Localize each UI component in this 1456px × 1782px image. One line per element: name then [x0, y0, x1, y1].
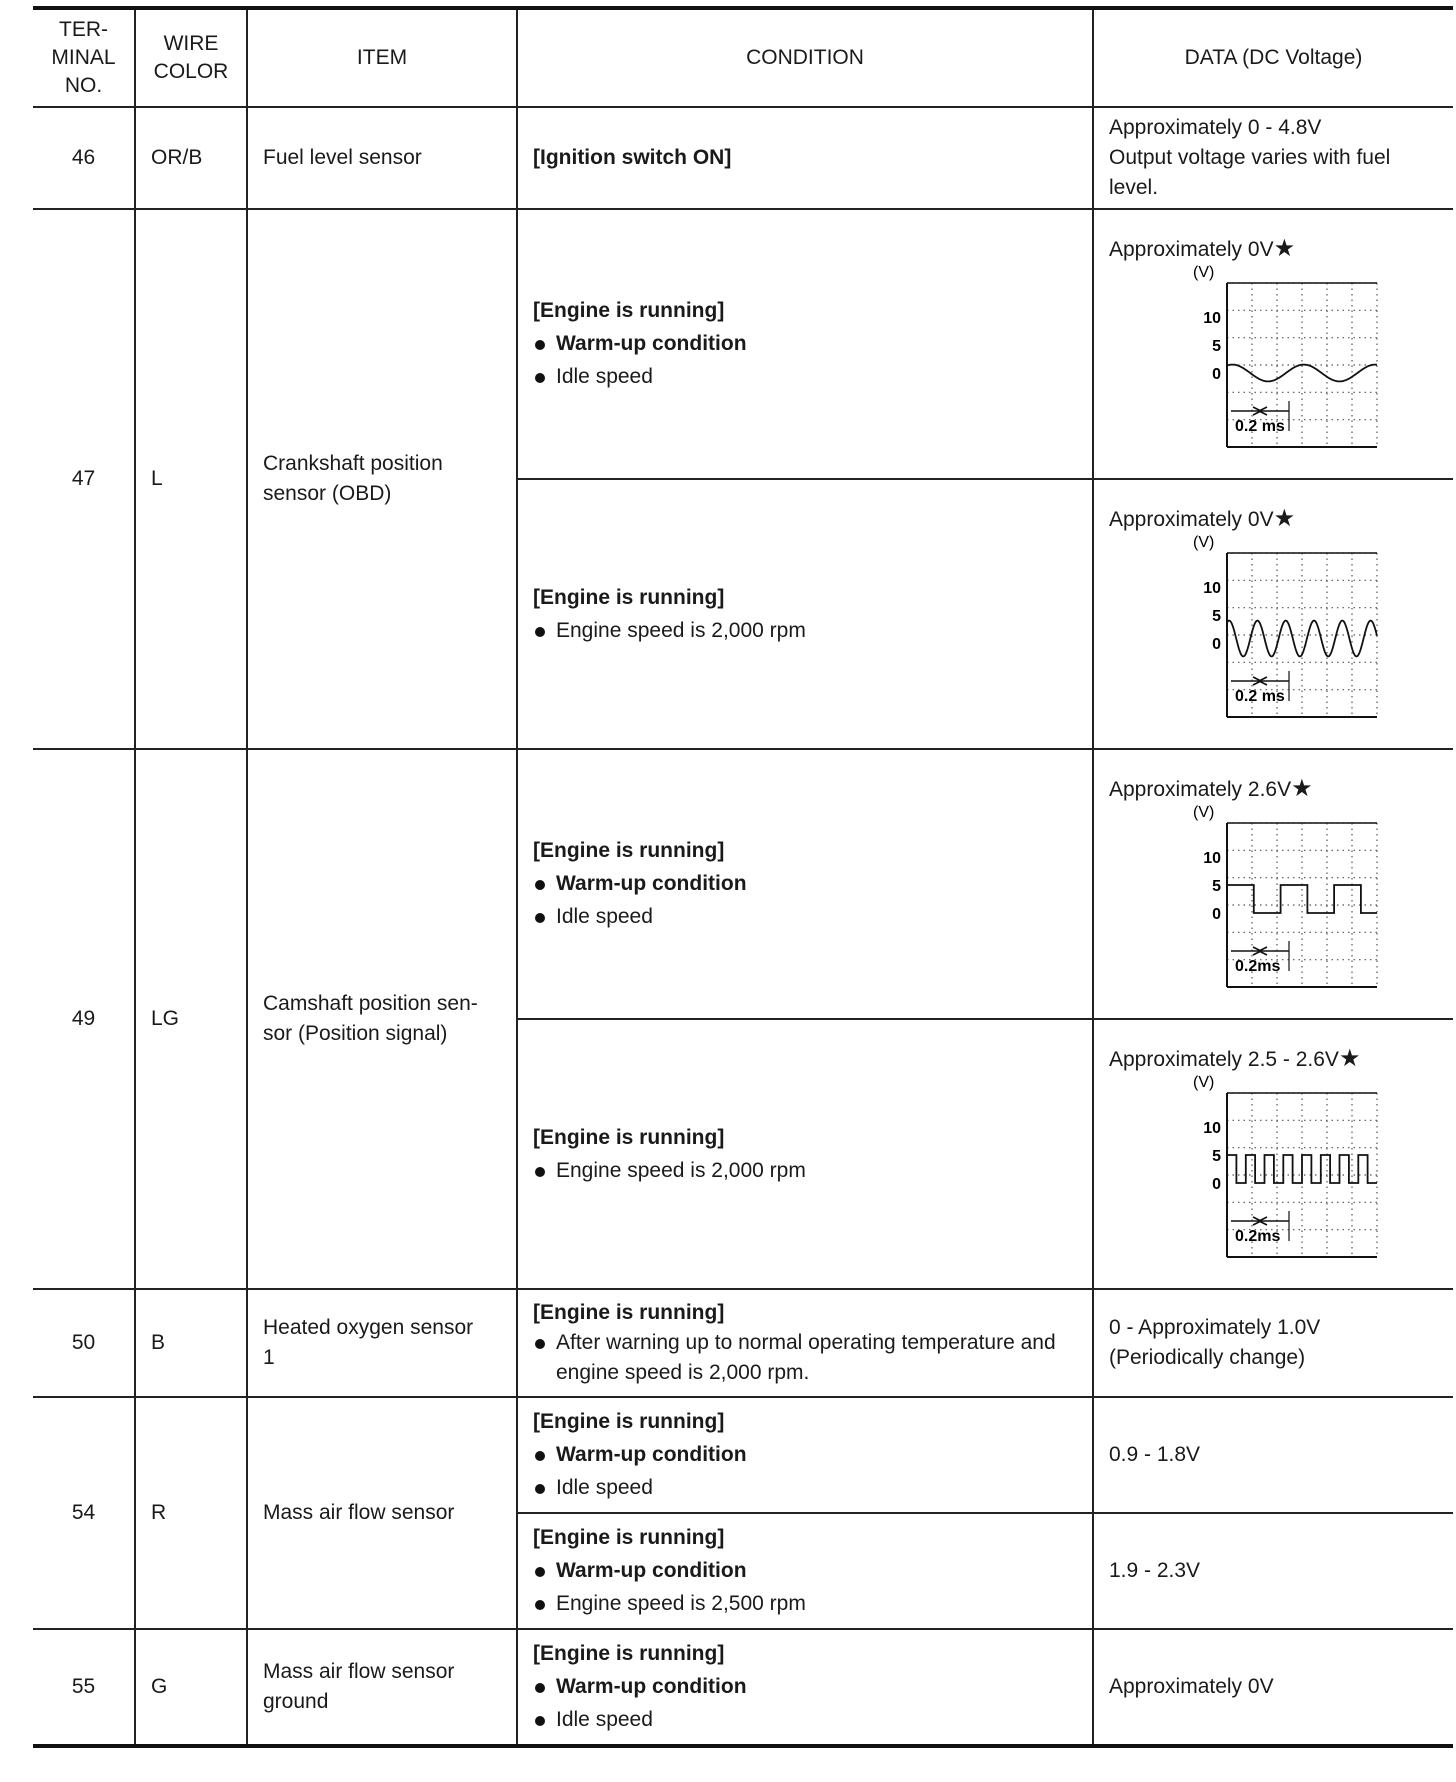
- table-row: [33, 1397, 1453, 1513]
- header-condition: CONDITION: [517, 8, 1093, 107]
- item-line: Camshaft position sen-: [263, 992, 478, 1015]
- condition-cell: [517, 107, 1093, 209]
- wire-color: R: [135, 1397, 247, 1629]
- terminal-number: 55: [33, 1629, 135, 1746]
- condition-cell: [517, 1513, 1093, 1629]
- header-item: ITEM: [247, 8, 517, 107]
- condition-heading: [Engine is running]: [533, 839, 725, 862]
- signal-trace: [1227, 364, 1377, 381]
- condition-cell: [517, 1397, 1093, 1513]
- data-line: 0 - Approximately 1.0V: [1109, 1316, 1321, 1339]
- condition-bullet: Engine speed is 2,000 rpm: [533, 1156, 1077, 1186]
- data-value: Approximately 2.5 - 2.6V: [1109, 1047, 1339, 1071]
- tick-label: 0: [1212, 1175, 1221, 1193]
- waveform-chart: [1187, 1075, 1387, 1265]
- header-data: DATA (DC Voltage): [1093, 8, 1453, 107]
- terminal-number: 47: [33, 209, 135, 749]
- time-scale-label: 0.2ms: [1235, 957, 1281, 975]
- item-name: Fuel level sensor: [247, 107, 517, 209]
- terminal-data-table-sheet: [33, 6, 1453, 1748]
- header-terminal: [33, 8, 135, 107]
- table-row: [33, 1629, 1453, 1746]
- wire-color: G: [135, 1629, 247, 1746]
- condition-bullet: After warning up to normal operating temperature and engine speed is 2,000 rpm.: [533, 1328, 1077, 1388]
- table-header-row: [33, 8, 1453, 107]
- tick-label: 10: [1203, 1119, 1221, 1137]
- condition-bullet: Idle speed: [533, 902, 1077, 932]
- data-cell: [1093, 749, 1453, 1019]
- star-icon: ★: [1338, 1044, 1361, 1072]
- condition-heading: [Engine is running]: [533, 1125, 725, 1149]
- table-row: [33, 749, 1453, 1019]
- axis-unit-label: (V): [1193, 534, 1215, 551]
- header-wire-line: COLOR: [153, 60, 229, 83]
- condition-bullet: Warm-up condition: [533, 1440, 1077, 1470]
- condition-cell: [517, 1629, 1093, 1746]
- condition-cell: [517, 1289, 1093, 1397]
- data-line: Approximately 0 - 4.8V: [1109, 116, 1322, 139]
- star-icon: ★: [1273, 504, 1296, 532]
- item-line: Mass air flow sensor: [263, 1660, 455, 1683]
- star-icon: ★: [1273, 234, 1296, 262]
- tick-label: 0: [1212, 905, 1221, 923]
- terminal-number: 50: [33, 1289, 135, 1397]
- table-row: [33, 1289, 1453, 1397]
- condition-heading: [Engine is running]: [533, 1526, 725, 1549]
- item-name: [247, 1629, 517, 1746]
- table-row: [33, 209, 1453, 479]
- item-name: Crankshaft position sensor (OBD): [247, 209, 517, 749]
- tick-label: 10: [1203, 309, 1221, 327]
- wire-color: OR/B: [135, 107, 247, 209]
- data-cell: [1093, 209, 1453, 479]
- terminal-number: 49: [33, 749, 135, 1289]
- data-cell: [1093, 1019, 1453, 1289]
- condition-bullet: Warm-up condition: [533, 1672, 1077, 1702]
- condition-bullet: Engine speed is 2,500 rpm: [533, 1589, 1077, 1619]
- wire-color: B: [135, 1289, 247, 1397]
- time-scale-label: 0.2ms: [1235, 1227, 1281, 1245]
- item-line: ground: [263, 1690, 329, 1713]
- waveform-chart: [1187, 265, 1387, 455]
- condition-bullet: Idle speed: [533, 1473, 1077, 1503]
- data-line: level.: [1109, 176, 1159, 199]
- waveform-chart: [1187, 805, 1387, 995]
- data-cell: [1093, 107, 1453, 209]
- item-name: [247, 749, 517, 1289]
- axis-unit-label: (V): [1193, 1074, 1215, 1091]
- condition-cell: [517, 749, 1093, 1019]
- condition-bullet: Idle speed: [533, 362, 1077, 392]
- header-terminal-line: NO.: [64, 74, 103, 97]
- header-wire-color: [135, 8, 247, 107]
- data-cell: 1.9 - 2.3V: [1093, 1513, 1453, 1629]
- axis-unit-label: (V): [1193, 264, 1215, 281]
- tick-label: 5: [1212, 607, 1221, 625]
- tick-label: 5: [1212, 337, 1221, 355]
- condition-heading: [Engine is running]: [533, 299, 725, 322]
- condition-heading: [Engine is running]: [533, 1410, 725, 1433]
- item-line: sor (Position signal): [263, 1022, 448, 1045]
- data-cell: [1093, 479, 1453, 749]
- condition-bullet: Warm-up condition: [533, 869, 1077, 899]
- condition-heading: [Engine is running]: [533, 585, 725, 609]
- header-wire-line: WIRE: [163, 32, 219, 55]
- condition-heading: [Engine is running]: [533, 1301, 725, 1324]
- condition-bullet: Engine speed is 2,000 rpm: [533, 616, 1077, 646]
- data-line: Output voltage varies with fuel: [1109, 146, 1391, 169]
- time-scale-label: 0.2 ms: [1235, 687, 1285, 705]
- item-name: [247, 1289, 517, 1397]
- data-cell: Approximately 0V: [1093, 1629, 1453, 1746]
- condition-bullet: Warm-up condition: [533, 1556, 1077, 1586]
- terminal-data-table: [33, 6, 1453, 1748]
- data-cell: [1093, 1289, 1453, 1397]
- data-value: Approximately 0V: [1109, 507, 1274, 531]
- item-name: Mass air flow sensor: [247, 1397, 517, 1629]
- star-icon: ★: [1291, 774, 1313, 802]
- data-value: Approximately 2.6V: [1109, 777, 1292, 801]
- condition-bullet: Warm-up condition: [533, 329, 1077, 359]
- wire-color: LG: [135, 749, 247, 1289]
- time-scale-label: 0.2 ms: [1235, 417, 1285, 435]
- tick-label: 10: [1203, 579, 1221, 597]
- table-row: [33, 107, 1453, 209]
- item-line: 1: [263, 1346, 275, 1369]
- data-line: (Periodically change): [1109, 1346, 1306, 1369]
- header-terminal-line: TER-: [59, 18, 108, 41]
- tick-label: 5: [1212, 1147, 1221, 1165]
- condition-heading: [Engine is running]: [533, 1642, 725, 1665]
- terminal-number: 54: [33, 1397, 135, 1629]
- waveform-chart: [1187, 535, 1387, 725]
- condition-cell: [517, 209, 1093, 479]
- wire-color: L: [135, 209, 247, 749]
- condition-heading: [Ignition switch ON]: [533, 146, 732, 169]
- condition-cell: [517, 1019, 1093, 1289]
- tick-label: 5: [1212, 877, 1221, 895]
- tick-label: 10: [1203, 849, 1221, 867]
- terminal-number: 46: [33, 107, 135, 209]
- condition-bullet: Idle speed: [533, 1705, 1077, 1735]
- data-cell: 0.9 - 1.8V: [1093, 1397, 1453, 1513]
- item-line: Heated oxygen sensor: [263, 1316, 474, 1339]
- condition-cell: [517, 479, 1093, 749]
- tick-label: 0: [1212, 635, 1221, 653]
- header-terminal-line: MINAL: [51, 46, 116, 69]
- tick-label: 0: [1212, 365, 1221, 383]
- data-value: Approximately 0V: [1109, 237, 1274, 261]
- axis-unit-label: (V): [1193, 804, 1215, 821]
- signal-trace: [1227, 1155, 1377, 1183]
